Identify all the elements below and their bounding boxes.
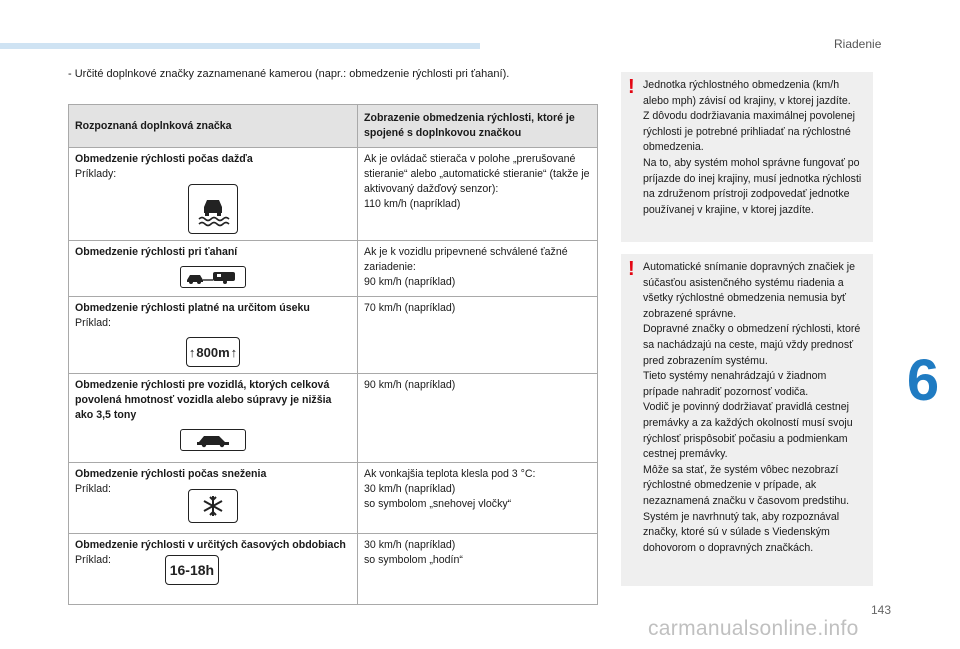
- warning-note: [621, 72, 873, 242]
- row-subtitle: Príklad:: [75, 483, 111, 495]
- table-row: [69, 297, 598, 374]
- column-header: Zobrazenie obmedzenia rýchlosti, ktoré je spojené s doplnkovou značkou: [358, 105, 598, 148]
- sign-table: [68, 104, 598, 605]
- warning-icon: !: [628, 258, 635, 280]
- row-title: Obmedzenie rýchlosti v určitých časových obdobiach: [75, 539, 346, 551]
- row-title: Obmedzenie rýchlosti platné na určitom úseku: [75, 302, 310, 314]
- row-title: Obmedzenie rýchlosti pre vozidlá, ktorých celková povolená hmotnosť vozidla alebo súpravy je nižšia ako 3,5 tony: [75, 379, 332, 421]
- section-title: Riadenie: [834, 37, 882, 51]
- header-accent-bar: [0, 43, 480, 49]
- snowflake-icon: [188, 489, 238, 523]
- column-header: Rozpoznaná doplnková značka: [69, 105, 358, 148]
- row-description: 90 km/h (napríklad): [358, 374, 598, 463]
- car-icon: [180, 429, 246, 451]
- row-title: Obmedzenie rýchlosti počas sneženia: [75, 468, 267, 480]
- watermark: carmanualsonline.info: [648, 617, 859, 640]
- note-text: Jednotka rýchlostného obmedzenia (km/h alebo mph) závisí od krajiny, v ktorej jazdíte. Z dôvodu dodržiavania maximálnej povolenej rýchlosti je potrebné prihliadať na rýchlostné obmedzenia. Na to, aby systém mohol správne fungovať po príjazde do inej krajiny, musí jednotka rýchlosti na združenom prístroji zodpovedať jednotke používanej v krajine, v ktorej jazdíte.: [643, 79, 862, 216]
- time-period-icon: 16-18h: [165, 555, 219, 585]
- page-number: 143: [871, 603, 892, 617]
- table-row: [69, 148, 598, 241]
- intro-text: - Určité doplnkové značky zaznamenané kamerou (napr.: obmedzenie rýchlosti pri ťahaní).: [68, 68, 510, 80]
- table-row: [69, 463, 598, 534]
- table-row: [69, 374, 598, 463]
- row-subtitle: Príklady:: [75, 168, 117, 180]
- warning-note: [621, 254, 873, 586]
- row-subtitle: Príklad:: [75, 317, 111, 329]
- distance-icon: ↑ 800m ↑: [186, 337, 240, 367]
- row-description: Ak je ovládač stierača v polohe „prerušované stieranie“ alebo „automatické stieranie“ (takže je aktivovaný dažďový senzor): 110 km/h (napríklad): [358, 148, 598, 241]
- row-description: Ak vonkajšia teplota klesla pod 3 °C: 30 km/h (napríklad) so symbolom „snehovej vločky“: [358, 463, 598, 534]
- table-row: [69, 534, 598, 605]
- note-text: Automatické snímanie dopravných značiek je súčasťou asistenčného systému riadenia a všetky rýchlostné obmedzenia nemusia byť zobrazené správne. Dopravné značky o obmedzení rýchlosti, ktoré sa nachádzajú na ceste, majú vždy prednosť pred zobrazením systému. Tieto systémy nenahrádzajú v žiadnom prípade nahradiť pozornosť vodiča. Vodič je povinný dodržiavať pravidlá cestnej premávky a za každých okolností musí svoju rýchlosť prispôsobiť počasiu a podmienkam cestnej premávky. Môže sa stať, že systém vôbec nezobrazí rýchlostné obmedzenie v prípade, ak nezaznamená značku v časovom predstihu. Systém je navrhnutý tak, aby rozpoznával značky, ktoré sú v súlade s Viedenským dohovorom o dopravných značkách.: [643, 261, 861, 554]
- table-header-row: [69, 105, 598, 148]
- chapter-tab: 6: [906, 347, 940, 413]
- row-description: 30 km/h (napríklad) so symbolom „hodín“: [358, 534, 598, 605]
- row-title: Obmedzenie rýchlosti pri ťahaní: [75, 246, 238, 258]
- row-title: Obmedzenie rýchlosti počas dažďa: [75, 153, 253, 165]
- row-subtitle: Príklad:: [75, 554, 111, 566]
- row-description: 70 km/h (napríklad): [358, 297, 598, 374]
- warning-icon: !: [628, 76, 635, 98]
- car-trailer-icon: [180, 266, 246, 288]
- table-row: [69, 241, 598, 297]
- row-description: Ak je k vozidlu pripevnené schválené ťažné zariadenie: 90 km/h (napríklad): [358, 241, 598, 297]
- rain-road-icon: [188, 184, 238, 234]
